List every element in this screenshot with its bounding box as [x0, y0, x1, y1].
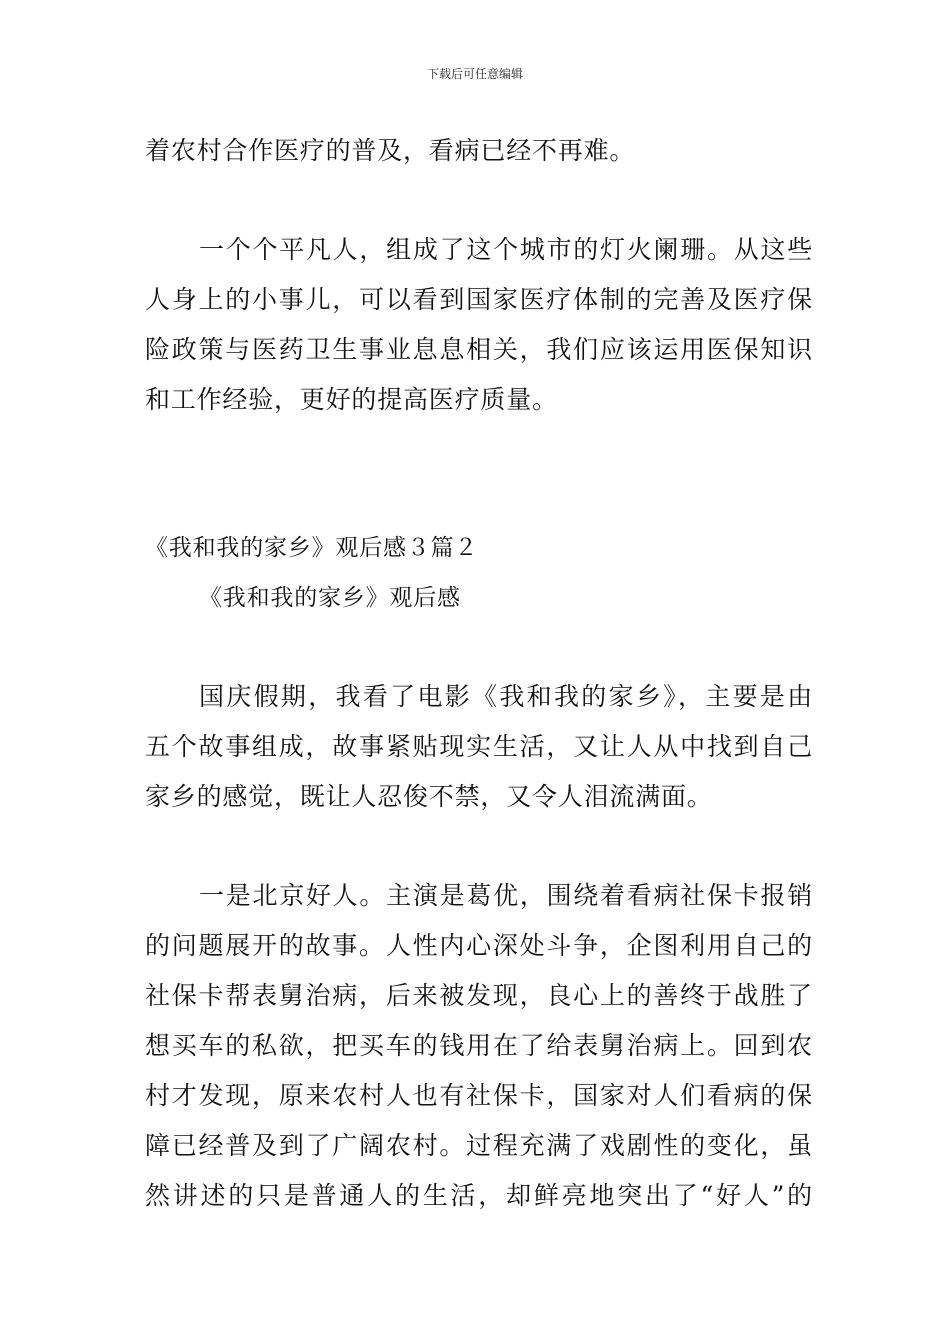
- paragraph-1-line-1: 着农村合作医疗的普及，看病已经不再难。: [145, 136, 636, 165]
- paragraph-4-line-7: 然讲述的只是普通人的生活，却鲜亮地突出了“好人”的: [145, 1181, 813, 1210]
- paragraph-4-line-5: 村才发现，原来农村人也有社保卡，国家对人们看病的保: [145, 1081, 813, 1110]
- paragraph-3-line-1: 国庆假期，我看了电影《我和我的家乡》，主要是由: [199, 682, 813, 711]
- section-title: 《我和我的家乡》观后感３篇２: [145, 535, 479, 561]
- paragraph-4-line-1: 一是北京好人。主演是葛优，围绕着看病社保卡报销: [199, 881, 813, 910]
- essay-subtitle: 《我和我的家乡》观后感: [199, 585, 461, 611]
- paragraph-4-line-2: 的问题展开的故事。人性内心深处斗争，企图利用自己的: [145, 931, 813, 960]
- paragraph-3-line-3: 家乡的感觉，既让人忍俊不禁，又令人泪流满面。: [145, 782, 713, 811]
- paragraph-3-line-2: 五个故事组成，故事紧贴现实生活，又让人从中找到自己: [145, 732, 813, 761]
- page-header: 下载后可任意编辑: [426, 67, 523, 81]
- paragraph-4-line-6: 障已经普及到了广阔农村。过程充满了戏剧性的变化，虽: [145, 1131, 813, 1160]
- paragraph-4-line-4: 想买车的私欲，把买车的钱用在了给表舅治病上。回到农: [145, 1031, 813, 1060]
- paragraph-4-line-3: 社保卡帮表舅治病，后来被发现，良心上的善终于战胜了: [145, 981, 813, 1010]
- paragraph-2-line-2: 人身上的小事儿，可以看到国家医疗体制的完善及医疗保: [145, 285, 813, 314]
- paragraph-2-line-4: 和工作经验，更好的提高医疗质量。: [145, 385, 558, 414]
- paragraph-2-line-3: 险政策与医药卫生事业息息相关，我们应该运用医保知识: [145, 335, 813, 364]
- paragraph-2-line-1: 一个个平凡人，组成了这个城市的灯火阑珊。从这些: [199, 235, 813, 264]
